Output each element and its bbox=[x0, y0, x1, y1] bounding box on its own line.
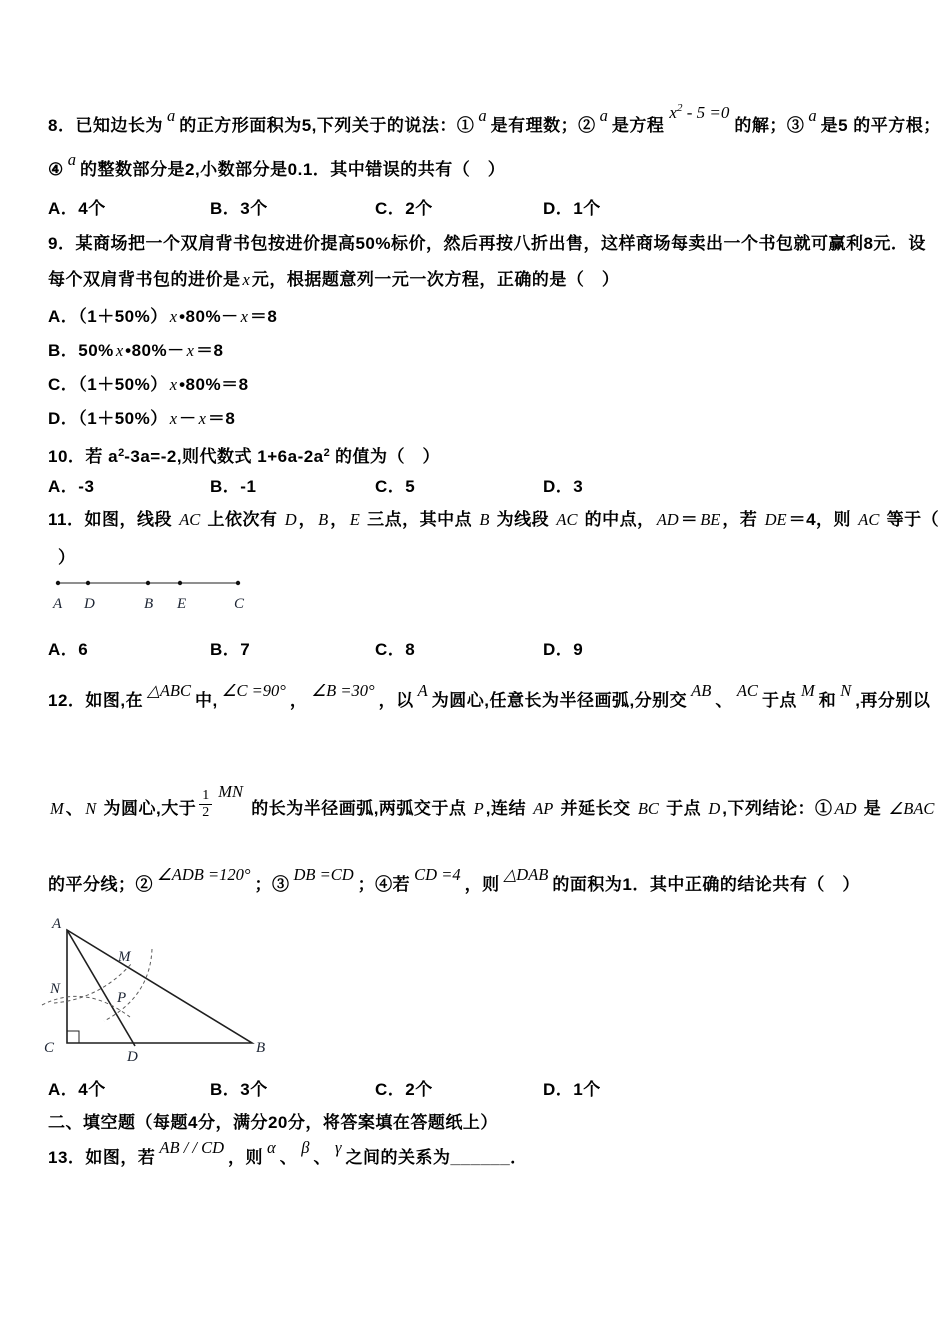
q9-option-d bbox=[48, 408, 235, 430]
bisector-AD bbox=[67, 930, 135, 1046]
q13-line-1 bbox=[48, 1138, 528, 1169]
vertex-label-C: C bbox=[44, 1040, 55, 1056]
text-segment: ，若 bbox=[722, 510, 763, 529]
text-segment: 2 bbox=[118, 447, 125, 459]
text-segment: 、 bbox=[313, 1148, 331, 1167]
text-segment: ＝ bbox=[680, 510, 699, 529]
text-segment: ；③ bbox=[254, 875, 290, 894]
text-segment: 和 bbox=[818, 691, 837, 710]
q8-line-1 bbox=[48, 102, 941, 137]
vertex-label-B: B bbox=[256, 1040, 266, 1056]
text-segment: A bbox=[417, 681, 428, 700]
text-segment: x bbox=[115, 341, 124, 360]
point-label-N: N bbox=[50, 981, 61, 997]
text-segment: AC bbox=[736, 681, 758, 700]
text-segment: 为线段 bbox=[491, 510, 555, 529]
text-segment: ,下列结论：① bbox=[722, 799, 833, 819]
text-segment: 的中点， bbox=[579, 510, 655, 529]
text-segment: 于点 bbox=[660, 799, 707, 819]
text-segment: D bbox=[708, 799, 721, 819]
point-dot-B bbox=[146, 581, 150, 585]
q10-option-a: A．-3 bbox=[48, 477, 95, 496]
point-label-M: M bbox=[118, 949, 131, 965]
q8-option-a: A．4个 bbox=[48, 199, 106, 218]
text-segment: 于点 bbox=[761, 691, 797, 710]
text-segment: x bbox=[198, 409, 206, 428]
text-segment: 的值为（ ） bbox=[329, 447, 440, 466]
text-segment: M bbox=[50, 799, 64, 819]
text-segment: D bbox=[284, 510, 297, 529]
text-segment: 每个双肩背书包的进价是 bbox=[48, 270, 241, 289]
text-segment: a bbox=[67, 150, 76, 169]
q10-option-c: C．5 bbox=[375, 477, 416, 496]
point-dot-D bbox=[86, 581, 90, 585]
q9-line-2 bbox=[48, 269, 619, 291]
text-segment: ∠B =30° bbox=[311, 681, 375, 700]
text-segment: AC bbox=[556, 510, 578, 529]
text-segment: ＝8 bbox=[249, 307, 278, 326]
text-segment: 为圆心,任意长为半径画弧,分别交 bbox=[431, 691, 688, 710]
text-segment: 中, bbox=[195, 691, 218, 710]
text-segment: 12．如图,在 bbox=[48, 691, 144, 710]
point-label-D: D bbox=[127, 1049, 138, 1065]
text-segment: 是有理数；② bbox=[490, 116, 596, 135]
text-segment: x bbox=[186, 341, 194, 360]
text-segment: a bbox=[166, 106, 176, 125]
text-segment: 元，根据题意列一元一次方程，正确的是（ ） bbox=[251, 270, 620, 289]
point-label-C: C bbox=[234, 596, 245, 612]
vertex-label-A: A bbox=[52, 916, 62, 932]
text-segment: ∠ADB =120° bbox=[157, 865, 251, 884]
text-segment: x bbox=[169, 375, 178, 394]
q11-option-b: B．7 bbox=[210, 640, 251, 659]
text-segment: ＝8 bbox=[207, 409, 236, 428]
text-segment: 、 bbox=[715, 691, 733, 710]
text-segment: 的解；③ bbox=[734, 116, 805, 135]
text-segment: ∠BAC bbox=[888, 799, 935, 819]
text-segment: ） bbox=[58, 548, 76, 567]
q8-option-b: B．3个 bbox=[210, 199, 268, 218]
text-segment: 的面积为1．其中正确的结论共有（ ） bbox=[552, 875, 860, 894]
text-segment: N bbox=[85, 799, 97, 819]
text-segment: 10．若 a bbox=[48, 447, 119, 466]
text-segment: ，以 bbox=[378, 691, 414, 710]
q8-line-2 bbox=[48, 150, 506, 181]
text-segment: ＝4，则 bbox=[788, 510, 857, 529]
text-segment: •80%＝8 bbox=[179, 375, 249, 394]
text-segment: •80%－ bbox=[125, 341, 185, 360]
q9-option-a bbox=[48, 306, 277, 328]
text-segment: x bbox=[240, 307, 248, 326]
q9-option-b bbox=[48, 340, 223, 362]
text-segment: 的长为半径画弧,两弧交于点 bbox=[245, 799, 472, 819]
text-segment: α bbox=[267, 1138, 276, 1157]
text-segment: DE bbox=[764, 510, 787, 529]
q12-option-b: B．3个 bbox=[210, 1080, 268, 1099]
text-segment: ；④若 bbox=[357, 875, 411, 894]
q8-option-c: C．2个 bbox=[375, 199, 433, 218]
text-segment: 之间的关系为______． bbox=[345, 1148, 528, 1167]
text-segment: AB bbox=[691, 681, 712, 700]
text-segment: ＝8 bbox=[195, 341, 224, 360]
text-segment: AD bbox=[834, 799, 857, 819]
right-angle-mark bbox=[67, 1031, 79, 1043]
text-segment: a bbox=[478, 106, 487, 125]
q9-line-1 bbox=[48, 233, 926, 255]
text-segment: ,再分别以 bbox=[855, 691, 931, 710]
text-segment: ,连结 bbox=[485, 799, 532, 819]
text-segment: C．（1＋50%） bbox=[48, 375, 168, 394]
text-segment: 8．已知边长为 bbox=[48, 116, 163, 135]
text-segment: 、 bbox=[65, 799, 84, 819]
text-segment: △ABC bbox=[147, 681, 191, 700]
text-segment: 的平分线；② bbox=[48, 875, 153, 894]
text-segment: γ bbox=[334, 1138, 342, 1157]
text-segment: AC bbox=[179, 510, 201, 529]
text-segment: 是 bbox=[858, 799, 887, 819]
text-segment: $x^2 - 5 =0$ bbox=[669, 102, 730, 122]
text-segment: ，则 bbox=[464, 875, 500, 894]
point-label-E: E bbox=[177, 596, 187, 612]
text-segment: x bbox=[242, 270, 250, 289]
text-segment: a bbox=[599, 106, 608, 125]
point-label-P: P bbox=[117, 990, 127, 1006]
text-segment: ， bbox=[298, 510, 317, 529]
text-segment: 等于（ bbox=[881, 510, 940, 529]
text-segment: AC bbox=[858, 510, 880, 529]
text-segment: BE bbox=[700, 510, 721, 529]
point-dot-E bbox=[178, 581, 182, 585]
text-segment: MN bbox=[218, 782, 243, 802]
text-segment: E bbox=[349, 510, 360, 529]
text-segment: ④ bbox=[48, 160, 64, 179]
text-segment: ，则 bbox=[228, 1148, 264, 1167]
text-segment: 2 bbox=[323, 447, 330, 459]
text-segment: β bbox=[301, 1138, 310, 1157]
q11-option-a: A．6 bbox=[48, 640, 89, 659]
text-segment: DB =CD bbox=[293, 865, 354, 884]
text-segment: 上依次有 bbox=[202, 510, 283, 529]
q11-line-1 bbox=[48, 509, 939, 531]
q8-option-d: D．1个 bbox=[543, 199, 601, 218]
text-segment: 二、填空题（每题4分，满分20分，将答案填在答题纸上） bbox=[48, 1113, 498, 1132]
text-segment: •80%－ bbox=[179, 307, 239, 326]
text-segment: ， bbox=[289, 691, 308, 710]
text-segment: D．（1＋50%） bbox=[48, 409, 168, 428]
text-segment: N bbox=[840, 681, 852, 700]
text-segment: x bbox=[169, 409, 178, 428]
text-segment: 三点，其中点 bbox=[361, 510, 478, 529]
q12-option-c: C．2个 bbox=[375, 1080, 433, 1099]
text-segment: B bbox=[318, 510, 329, 529]
text-segment: ∠C =90° bbox=[221, 681, 286, 700]
q12-triangle-figure bbox=[40, 915, 290, 1067]
text-segment: AB / / CD bbox=[159, 1138, 225, 1157]
fraction: $\frac{1}{2}$ bbox=[199, 788, 212, 821]
text-segment: △DAB bbox=[503, 865, 549, 884]
text-segment: ， bbox=[330, 510, 348, 529]
section2-header bbox=[48, 1112, 498, 1134]
text-segment: 的正方形面积为5,下列关于的说法：① bbox=[179, 116, 475, 135]
q10-option-d: D．3 bbox=[543, 477, 584, 496]
text-segment: 11．如图，线段 bbox=[48, 510, 178, 529]
q12-option-a: A．4个 bbox=[48, 1080, 106, 1099]
text-segment: 、 bbox=[279, 1148, 298, 1167]
text-segment: CD =4 bbox=[414, 865, 461, 884]
point-label-A: A bbox=[53, 596, 63, 612]
text-segment: AD bbox=[656, 510, 679, 529]
text-segment: 并延长交 bbox=[555, 799, 636, 819]
text-segment: B．50% bbox=[48, 341, 114, 360]
text-segment: P bbox=[473, 799, 484, 819]
q12-option-d: D．1个 bbox=[543, 1080, 601, 1099]
text-segment: 是方程 bbox=[611, 116, 665, 135]
q11-option-d: D．9 bbox=[543, 640, 584, 659]
text-segment: B bbox=[479, 510, 490, 529]
text-segment: A．（1＋50%） bbox=[48, 307, 168, 326]
text-segment: 13．如图，若 bbox=[48, 1148, 156, 1167]
text-segment: 9．某商场把一个双肩背书包按进价提高50%标价，然后再按八折出售，这样商场每卖出一个书包就可赢利8元．设 bbox=[48, 234, 926, 253]
text-segment: a bbox=[808, 106, 817, 125]
text-segment: － bbox=[179, 409, 197, 428]
text-segment: 是5 的平方根； bbox=[820, 116, 941, 135]
point-dot-A bbox=[56, 581, 60, 585]
point-label-B: B bbox=[144, 596, 154, 612]
q9-option-c bbox=[48, 374, 249, 396]
q10-line-1 bbox=[48, 442, 440, 468]
text-segment: BC bbox=[637, 799, 659, 819]
q11-line-segment-figure bbox=[40, 566, 300, 618]
text-segment: M bbox=[800, 681, 815, 700]
text-segment: x bbox=[169, 307, 178, 326]
text-segment: 为圆心,大于 bbox=[98, 799, 197, 819]
q11-option-c: C．8 bbox=[375, 640, 416, 659]
q12-line-1 bbox=[48, 681, 931, 712]
text-segment: 的整数部分是2,小数部分是0.1．其中错误的共有（ ） bbox=[80, 160, 506, 179]
text-segment: -3a=-2,则代数式 1+6a-2a bbox=[124, 447, 324, 466]
q12-line-3 bbox=[48, 865, 860, 896]
text-segment: AP bbox=[533, 799, 554, 819]
q12-line-2 bbox=[48, 782, 936, 821]
point-dot-C bbox=[236, 581, 240, 585]
q10-option-b: B．-1 bbox=[210, 477, 257, 496]
triangle-ABC bbox=[67, 930, 252, 1043]
point-label-D: D bbox=[84, 596, 95, 612]
